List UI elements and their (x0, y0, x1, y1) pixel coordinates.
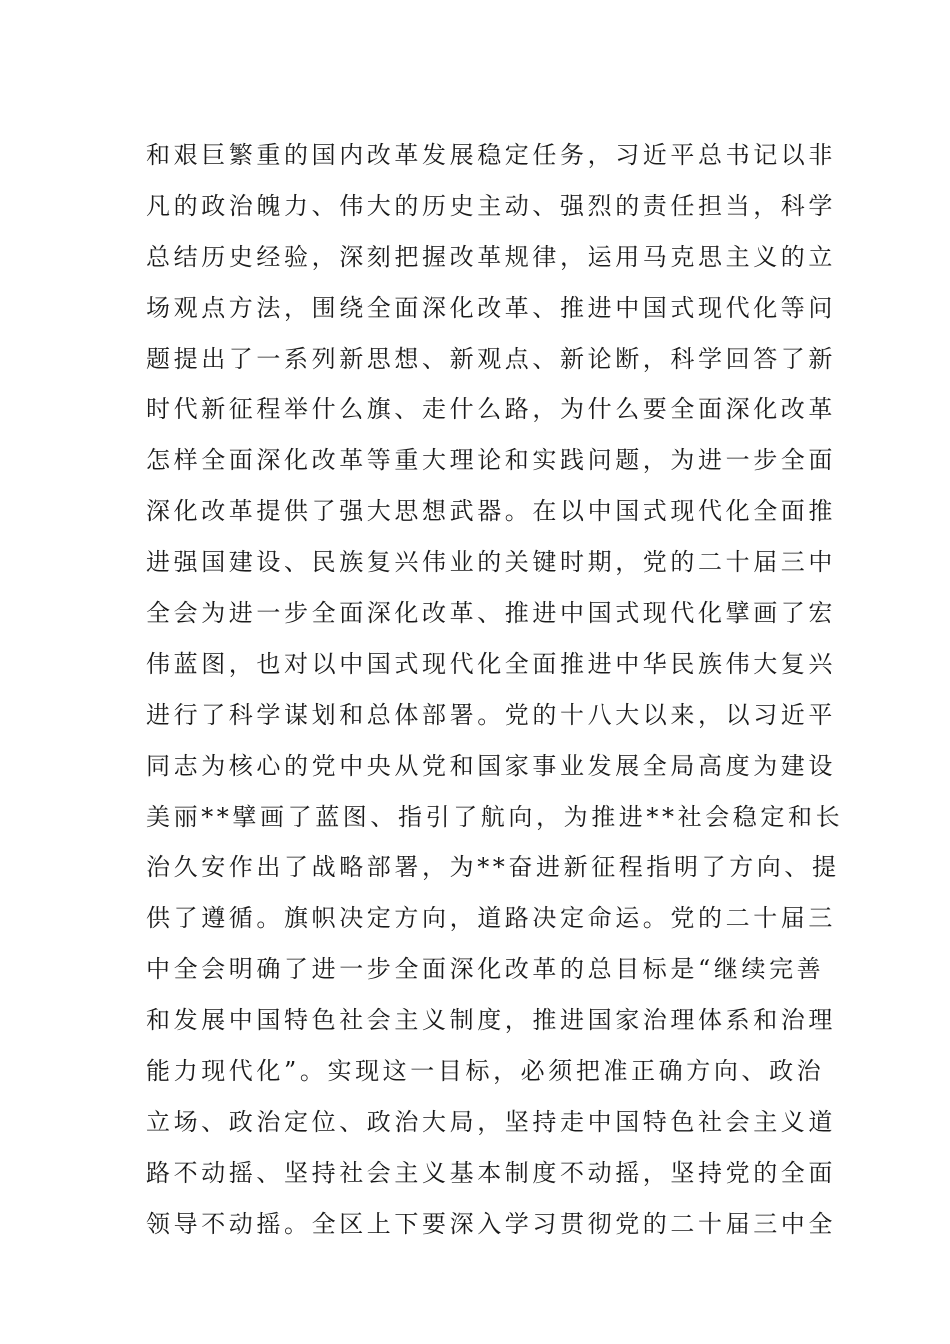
text-line: 场观点方法，围绕全面深化改革、推进中国式现代化等问 (146, 293, 836, 322)
text-line: 治久安作出了战略部署，为**奋进新征程指明了方向、提 (146, 853, 840, 882)
text-line: 能力现代化”。实现这一目标，必须把准正确方向、政治 (146, 1057, 825, 1086)
text-line: 时代新征程举什么旗、走什么路，为什么要全面深化改革 (146, 395, 836, 424)
text-line: 同志为核心的党中央从党和国家事业发展全局高度为建设 (146, 751, 836, 780)
text-line: 中全会明确了进一步全面深化改革的总目标是“继续完善 (146, 955, 825, 984)
text-line: 领导不动摇。全区上下要深入学习贯彻党的二十届三中全 (146, 1209, 836, 1238)
text-line: 深化改革提供了强大思想武器。在以中国式现代化全面推 (146, 497, 836, 526)
text-line: 供了遵循。旗帜决定方向，道路决定命运。党的二十届三 (146, 904, 836, 933)
text-line: 美丽**擘画了蓝图、指引了航向，为推进**社会稳定和长 (146, 802, 844, 831)
text-line: 进行了科学谋划和总体部署。党的十八大以来，以习近平 (146, 700, 836, 729)
text-line: 和艰巨繁重的国内改革发展稳定任务，习近平总书记以非 (146, 141, 836, 169)
text-line: 总结历史经验，深刻把握改革规律，运用马克思主义的立 (146, 242, 836, 271)
text-line: 凡的政治魄力、伟大的历史主动、强烈的责任担当，科学 (146, 191, 836, 220)
text-line: 路不动摇、坚持社会主义基本制度不动摇，坚持党的全面 (146, 1158, 836, 1187)
text-line: 和发展中国特色社会主义制度，推进国家治理体系和治理 (146, 1006, 836, 1035)
body-paragraph (146, 130, 844, 1250)
text-line: 立场、政治定位、政治大局，坚持走中国特色社会主义道 (146, 1107, 836, 1136)
text-line: 全会为进一步全面深化改革、推进中国式现代化擘画了宏 (146, 599, 836, 628)
text-line: 进强国建设、民族复兴伟业的关键时期，党的二十届三中 (146, 548, 836, 577)
text-line: 题提出了一系列新思想、新观点、新论断，科学回答了新 (146, 344, 836, 373)
text-line: 伟蓝图，也对以中国式现代化全面推进中华民族伟大复兴 (146, 649, 836, 678)
text-line: 怎样全面深化改革等重大理论和实践问题，为进一步全面 (146, 446, 836, 475)
